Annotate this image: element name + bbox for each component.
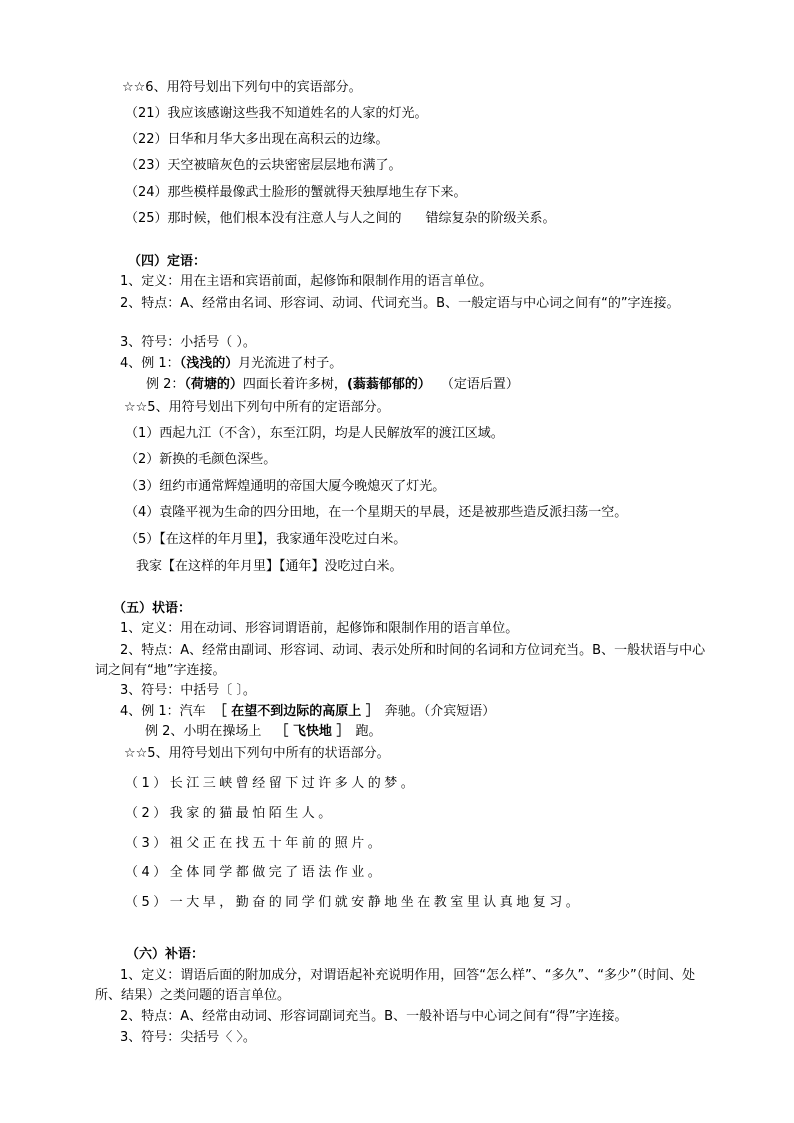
object-sentence-21: （21）我应该感谢这些我不知道姓名的人家的灯光。 xyxy=(125,106,428,121)
adverbial-definition: 1、定义：用在动词、形容词谓语前，起修饰和限制作用的语言单位。 xyxy=(120,621,519,636)
attribute-features: 2、特点：A、经常由名词、形容词、动词、代词充当。B、一般定语与中心词之间有“的”字连接。 xyxy=(120,296,680,311)
complement-features: 2、特点：A、经常由动词、形容词副词充当。B、一般补语与中心词之间有“得”字连接。 xyxy=(120,1009,628,1024)
complement-heading: （六）补语： xyxy=(126,947,205,962)
adverbial-example-1-marked: ［ 在望不到边际的高原上 ］ xyxy=(213,704,379,719)
attribute-example-2-marked-1: （荷塘的） xyxy=(184,377,243,392)
adverbial-example-2: 例 2、小明在操场上 ［ 飞快地 ］ 跑。 xyxy=(145,724,382,739)
adverbial-example-2-marked: ［ 飞快地 ］ xyxy=(275,724,350,739)
object-sentence-22: （22）日华和月华大多出现在高积云的边缘。 xyxy=(125,132,389,147)
complement-symbol: 3、符号：尖括号〈 〉。 xyxy=(120,1030,256,1045)
object-sentence-23: （23）天空被暗灰色的云块密密层层地布满了。 xyxy=(125,158,402,173)
adverbial-sentence-4: （4）全体同学都做完了语法作业。 xyxy=(125,865,385,880)
adverbial-sentence-1: （1）长江三峡曾经留下过许多人的梦。 xyxy=(125,776,418,791)
adverbial-exercise-task: ☆☆5、用符号划出下列句中所有的状语部分。 xyxy=(124,746,390,761)
adverbial-sentence-2: （2）我家的猫最怕陌生人。 xyxy=(125,806,335,821)
object-sentence-24: （24）那些模样最像武士脸形的蟹就得天独厚地生存下来。 xyxy=(125,185,467,200)
object-sentence-25-part2: 错综复杂的阶级关系。 xyxy=(425,211,556,226)
attribute-example-2-marked-2: (蓊蓊郁郁的） xyxy=(346,377,431,392)
complement-definition: 1、定义：谓语后面的附加成分，对谓语起补充说明作用，回答“怎么样”、“多久”、“多少”（时间、处所、结果）之类问题的语言单位。 xyxy=(95,968,696,1003)
adverbial-example-1: 4、例 1：汽车 ［ 在望不到边际的高原上 ］ 奔驰。（介宾短语） xyxy=(120,704,496,719)
attribute-exercise-task: ☆☆5、用符号划出下列句中所有的定语部分。 xyxy=(124,400,390,415)
attribute-sentence-2: （2）新换的毛颜色深些。 xyxy=(125,452,277,467)
attribute-sentence-3: （3）纽约市通常辉煌通明的帝国大厦今晚熄灭了灯光。 xyxy=(125,479,446,494)
adverbial-sentence-3: （3）祖父正在找五十年前的照片。 xyxy=(125,836,385,851)
object-sentence-25-part1: （25）那时候，他们根本没有注意人与人之间的 xyxy=(125,211,402,226)
attribute-example-1: 4、例 1：（浅浅的）月光流进了村子。 xyxy=(120,356,343,371)
attribute-sentence-6: 我家【在这样的年月里】【通年】没吃过白米。 xyxy=(136,559,403,574)
attribute-sentence-4: （4）袁隆平视为生命的四分田地，在一个星期天的早晨，还是被那些造反派扫荡一空。 xyxy=(125,505,628,520)
attribute-sentence-5: （5）【在这样的年月里】，我家通年没吃过白米。 xyxy=(125,532,407,547)
adverbial-sentence-5: （5）一大早，勤奋的同学们就安静地坐在教室里认真地复习。 xyxy=(125,895,583,910)
adverbial-features: 2、特点：A、经常由副词、形容词、动词、表示处所和时间的名词和方位词充当。B、一般状语与中心词之间有“地”字连接。 xyxy=(95,643,706,678)
object-sentence-25 xyxy=(125,211,556,227)
attribute-sentence-1: （1）西起九江（不含），东至江阴，均是人民解放军的渡江区域。 xyxy=(125,426,504,441)
attribute-symbol: 3、符号：小括号（ ）。 xyxy=(120,335,256,350)
attribute-example-1-marked: （浅浅的） xyxy=(179,356,239,371)
adverbial-symbol: 3、符号：中括号〔 〕。 xyxy=(120,683,256,698)
attribute-definition: 1、定义：用在主语和宾语前面，起修饰和限制作用的语言单位。 xyxy=(120,274,493,289)
attribute-example-2: 例 2：（荷塘的）四面长着许多树，(蓊蓊郁郁的） （定语后置） xyxy=(146,377,519,392)
attribute-heading: （四）定语： xyxy=(128,254,207,269)
adverbial-heading: （五）状语： xyxy=(113,601,192,616)
object-exercise-task: ☆☆6、用符号划出下列句中的宾语部分。 xyxy=(122,80,362,95)
